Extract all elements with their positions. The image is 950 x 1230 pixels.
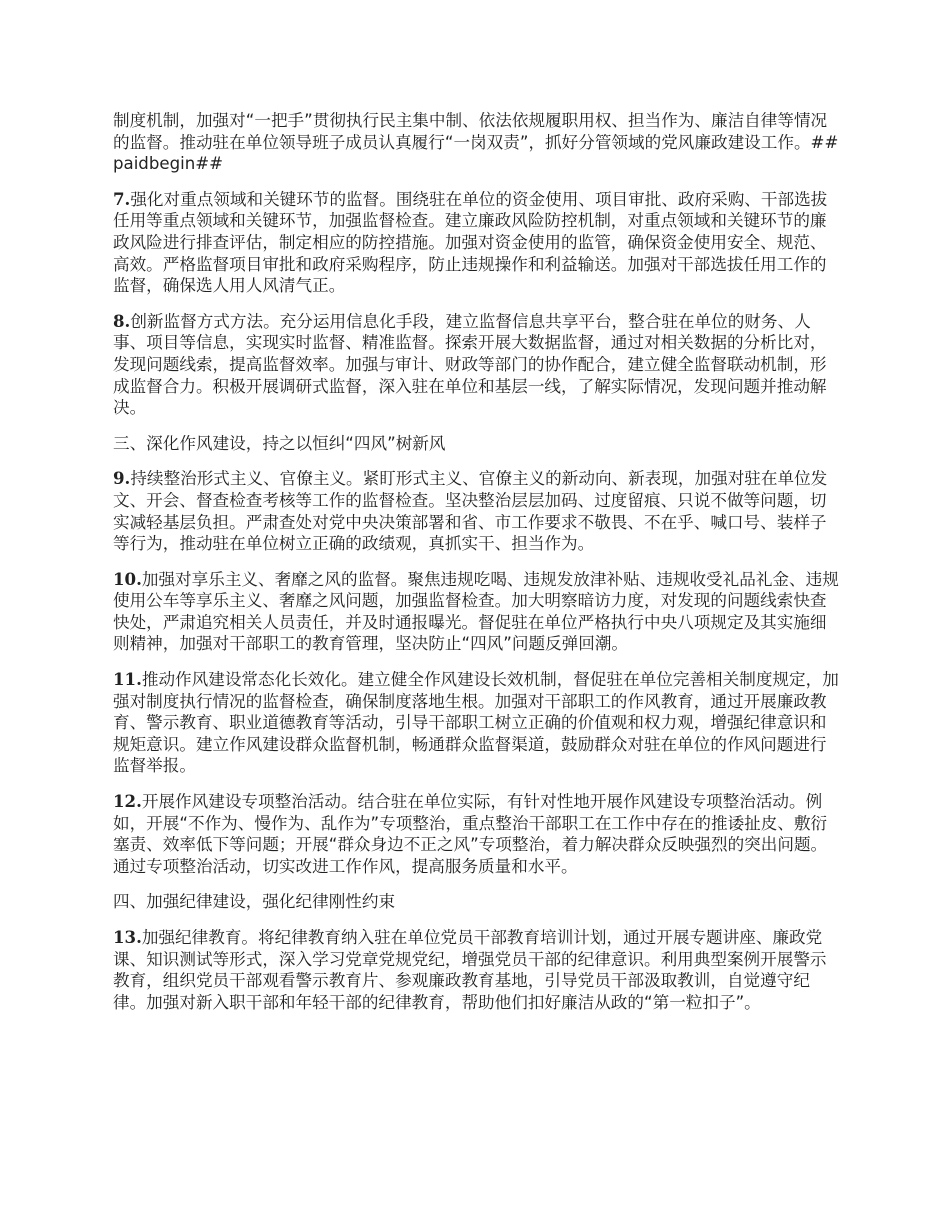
item-number: 11.	[113, 669, 142, 690]
item-number: 9.	[113, 468, 131, 489]
item-text: 推动作风建设常态化长效化。建立健全作风建设长效机制，督促驻在单位完善相关制度规定，加强对制度执行情况的监督检查，确保制度落地生根。加强对干部职工的作风教育，通过开展廉政教育、警示教育、职业道德教育等活动，引导干部职工树立正确的价值观和权力观，增强纪律意识和规矩意识。建立作风建设群众监督机制，畅通群众监督渠道，鼓励群众对驻在单位的作风问题进行监督举报。	[113, 670, 839, 776]
item-text: 加强对享乐主义、奢靡之风的监督。聚焦违规吃喝、违规发放津补贴、违规收受礼品礼金、违规使用公车等享乐主义、奢靡之风问题，加强监督检查。加大明察暗访力度，对发现的问题线索快查快处，严肃追究相关人员责任，并及时通报曝光。督促驻在单位严格执行中央八项规定及其实施细则精神，加强对干部职工的教育管理，坚决防止“四风”问题反弹回潮。	[113, 569, 839, 654]
item-number: 13.	[113, 927, 142, 947]
item-text: 持续整治形式主义、官僚主义。紧盯形式主义、官僚主义的新动向、新表现，加强对驻在单位发文、开会、督查检查考核等工作的监督检查。坚决整治层层加码、过度留痕、只说不做等问题，切实减轻基层负担。严肃查处对党中央决策部署和省、市工作要求不敬畏、不在乎、喊口号、装样子等行为，推动驻在单位树立正确的政绩观，真抓实干、担当作为。	[113, 469, 828, 554]
item-text: 强化对重点领域和关键环节的监督。围绕驻在单位的资金使用、项目审批、政府采购、干部选拔任用等重点领域和关键环节，加强监督检查。建立廉政风险防控机制，对重点领域和关键环节的廉政风险进行排查评估，制定相应的防控措施。加强对资金使用的监管，确保资金使用安全、规范、高效。严格监督项目审批和政府采购程序，防止违规操作和利益输送。加强对干部选拔任用工作的监督，确保选人用人风清气正。	[113, 189, 828, 296]
section-heading-3: 三、深化作风建设，持之以恒纠“四风”树新风	[113, 433, 446, 453]
item-number: 10.	[113, 568, 142, 589]
item-text: 创新监督方式方法。充分运用信息化手段，建立监督信息共享平台，整合驻在单位的财务、人事、项目等信息，实现实时监督、精准监督。探索开展大数据监督，通过对相关数据的分析比对，发现问题线索，提高监督效率。加强与审计、财政等部门的协作配合，建立健全监督联动机制，形成监督合力。积极开展调研式监督，深入驻在单位和基层一线，了解实际情况，发现问题并推动解决。	[113, 311, 827, 418]
intro-paragraph: 制度机制，加强对“一把手”贯彻执行民主集中制、依法依规履职用权、担当作为、廉洁自律等情况的监督。推动驻在单位领导班子成员认真履行“一岗双责”，抓好分管领域的党风廉政建设工作。##paidbegin##	[113, 111, 839, 174]
item-paragraph-10	[113, 569, 843, 655]
item-text: 加强纪律教育。将纪律教育纳入驻在单位党员干部教育培训计划，通过开展专题讲座、廉政党课、知识测试等形式，深入学习党章党规党纪，增强党员干部的纪律意识。利用典型案例开展警示教育，组织党员干部观看警示教育片、参观廉政教育基地，引导党员干部汲取教训，自觉遵守纪律。加强对新入职干部和年轻干部的纪律教育，帮助他们扣好廉洁从政的“第一粒扣子”。	[113, 928, 827, 1012]
section-heading-4: 四、加强纪律建设，强化纪律刚性约束	[113, 892, 396, 912]
item-paragraph-11	[113, 669, 843, 777]
item-number: 7.	[113, 188, 131, 209]
item-number: 8.	[113, 310, 131, 331]
item-text: 开展作风建设专项整治活动。结合驻在单位实际，有针对性地开展作风建设专项整治活动。例如，开展“不作为、慢作为、乱作为”专项整治，重点整治干部职工在工作中存在的推诿扯皮、敷衍塞责、效率低下等问题；开展“群众身边不正之风”专项整治，着力解决群众反映强烈的突出问题。通过专项整治活动，切实改进工作作风，提高服务质量和水平。	[113, 792, 828, 876]
item-paragraph-9	[113, 468, 843, 554]
document-page	[113, 110, 843, 1027]
item-number: 12.	[113, 791, 142, 812]
item-paragraph-12	[113, 791, 843, 877]
item-paragraph-7	[113, 189, 843, 297]
item-paragraph-8	[113, 311, 843, 419]
item-paragraph-13	[113, 927, 843, 1013]
